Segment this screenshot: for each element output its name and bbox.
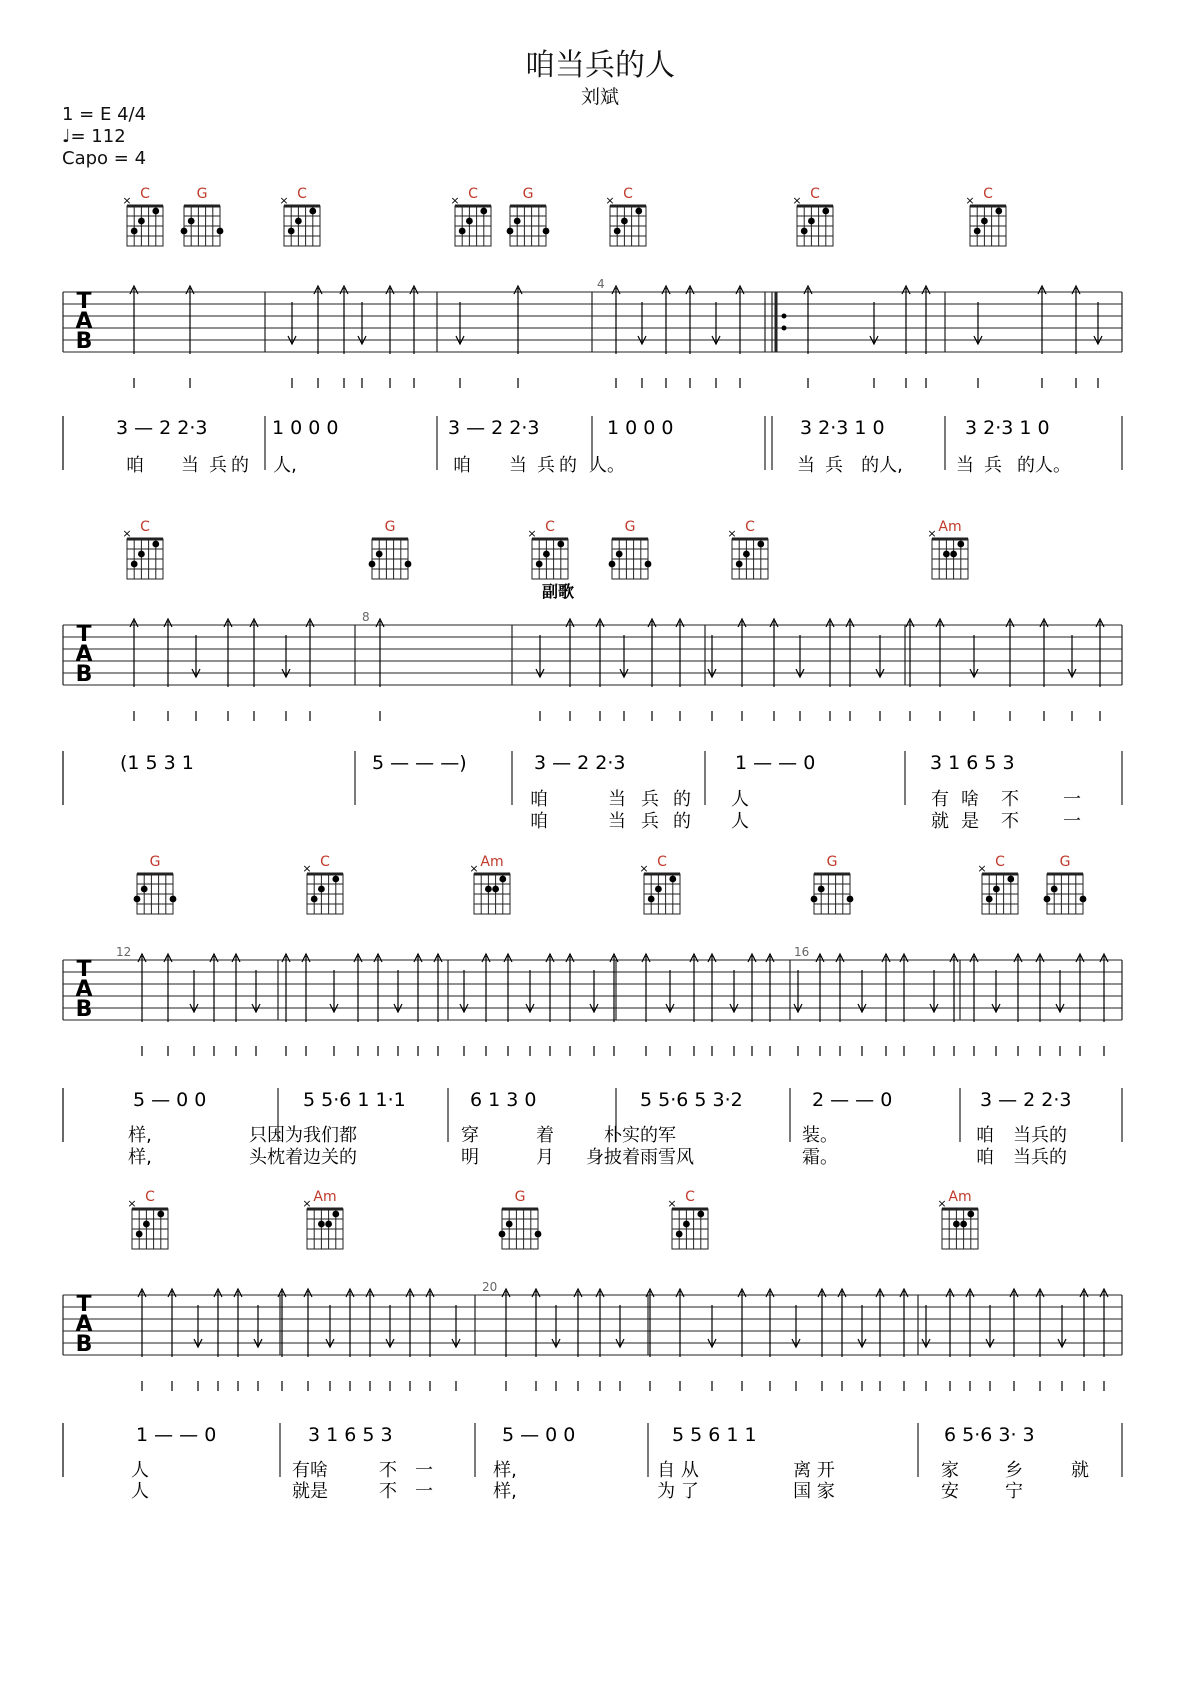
lyric-verse-2: 不	[1001, 811, 1019, 832]
finger-dot	[609, 561, 616, 568]
chord-diagram-G	[1044, 854, 1087, 914]
chord-name: G	[826, 854, 838, 870]
lyric-verse-2: 当兵的	[1013, 1147, 1067, 1168]
muted-string-mark: ×	[450, 194, 460, 207]
finger-dot	[697, 1211, 704, 1218]
lyric-verse-2: 月	[536, 1147, 554, 1168]
chord-diagram-C	[977, 854, 1018, 914]
chord-diagram-C	[122, 519, 163, 579]
finger-dot	[536, 561, 543, 568]
chord-name: C	[140, 186, 150, 202]
tab-clef-letter: B	[75, 997, 93, 1022]
finger-dot	[736, 561, 743, 568]
finger-dot	[614, 228, 621, 235]
lyric-verse-1: 只因为我们都	[249, 1125, 357, 1146]
jianpu-measure: 5 5·6 5 3·2	[640, 1089, 743, 1111]
tab-clef-letter: B	[75, 662, 93, 687]
lyric-verse-2: 头枕着边关的	[249, 1147, 357, 1168]
lyric-verse-1: 家	[941, 1460, 959, 1481]
finger-dot	[499, 876, 506, 883]
finger-dot	[986, 896, 993, 903]
lyric-verse-1: 咱	[126, 455, 144, 476]
lyric-verse-2: 国 家	[793, 1481, 835, 1502]
tab-clef-letter: A	[75, 977, 93, 1002]
jianpu-measure: 5 5 6 1 1	[672, 1424, 757, 1446]
muted-string-mark: ×	[122, 527, 132, 540]
muted-string-mark: ×	[927, 527, 937, 540]
jianpu-measure: 3 2·3 1 0	[800, 417, 885, 439]
lyric-verse-1: 当	[956, 455, 974, 476]
chord-diagram-C	[965, 186, 1006, 246]
finger-dot	[480, 208, 487, 215]
lyric-verse-1: 兵	[209, 455, 227, 476]
finger-dot	[138, 551, 145, 558]
lyric-verse-1: 穿	[461, 1125, 479, 1146]
chord-diagram-C	[792, 186, 833, 246]
lyric-verse-2: 的	[673, 811, 691, 832]
finger-dot	[152, 208, 159, 215]
finger-dot	[953, 1221, 960, 1228]
lyric-verse-1: 一	[1063, 789, 1081, 810]
chord-diagram-G	[609, 519, 652, 579]
finger-dot	[801, 228, 808, 235]
section-label: 副歌	[541, 582, 575, 601]
finger-dot	[743, 551, 750, 558]
muted-string-mark: ×	[302, 862, 312, 875]
chord-name: Am	[948, 1189, 972, 1205]
finger-dot	[492, 886, 499, 893]
lyric-verse-2: 为 了	[657, 1481, 699, 1502]
chord-diagram-G	[181, 186, 224, 246]
jianpu-measure: 6 5·6 3· 3	[944, 1424, 1035, 1446]
tab-clef-letter: B	[75, 329, 93, 354]
chord-name: C	[983, 186, 993, 202]
chord-name: C	[995, 854, 1005, 870]
jianpu-measure: 3 2·3 1 0	[965, 417, 1050, 439]
lyric-verse-1: 就	[1071, 1460, 1089, 1481]
muted-string-mark: ×	[792, 194, 802, 207]
lyric-verse-1: 朴实的军	[604, 1125, 676, 1146]
tab-clef-letter: A	[75, 1312, 93, 1337]
lyric-verse-1: 兵	[984, 455, 1002, 476]
finger-dot	[332, 876, 339, 883]
lyric-verse-2: 人	[131, 1481, 149, 1502]
finger-dot	[369, 561, 376, 568]
finger-dot	[188, 218, 195, 225]
finger-dot	[635, 208, 642, 215]
tab-system-3	[63, 945, 1122, 1168]
jianpu-measure: 6 1 3 0	[470, 1089, 537, 1111]
finger-dot	[295, 218, 302, 225]
measure-number: 20	[482, 1280, 498, 1294]
tab-clef-letter: A	[75, 309, 93, 334]
finger-dot	[655, 886, 662, 893]
tab-system-4	[63, 1280, 1122, 1502]
muted-string-mark: ×	[527, 527, 537, 540]
measure-number: 12	[116, 945, 132, 959]
measure-number: 4	[597, 277, 605, 291]
jianpu-measure: (1 5 3 1	[120, 752, 194, 774]
jianpu-measure: 5 5·6 1 1·1	[303, 1089, 406, 1111]
lyric-verse-1: 的人,	[861, 455, 903, 476]
chord-name: C	[745, 519, 755, 535]
jianpu-measure: 3 1 6 5 3	[308, 1424, 393, 1446]
finger-dot	[376, 551, 383, 558]
lyric-verse-1: 着	[536, 1125, 554, 1146]
finger-dot	[514, 218, 521, 225]
measure-number: 16	[794, 945, 810, 959]
finger-dot	[535, 1231, 542, 1238]
muted-string-mark: ×	[469, 862, 479, 875]
chord-diagram-C	[127, 1189, 168, 1249]
finger-dot	[967, 1211, 974, 1218]
chord-name: C	[297, 186, 307, 202]
finger-dot	[676, 1231, 683, 1238]
chord-diagram-C	[302, 854, 343, 914]
lyric-verse-1: 样,	[128, 1125, 152, 1146]
finger-dot	[131, 228, 138, 235]
lyric-verse-1: 一	[415, 1460, 433, 1481]
lyric-verse-1: 不	[379, 1460, 397, 1481]
chord-name: C	[468, 186, 478, 202]
chord-diagram-G	[369, 519, 412, 579]
repeat-dot	[782, 326, 787, 331]
tempo-marking: ♩= 112	[62, 126, 126, 147]
chord-diagram-C	[122, 186, 163, 246]
tab-clef-letter: T	[76, 289, 92, 314]
muted-string-mark: ×	[605, 194, 615, 207]
finger-dot	[134, 896, 141, 903]
lyric-verse-1: 装。	[802, 1125, 838, 1146]
lyric-verse-2: 就	[931, 811, 949, 832]
chord-diagram-Am	[469, 854, 510, 914]
muted-string-mark: ×	[279, 194, 289, 207]
lyric-verse-1: 人	[731, 789, 749, 810]
finger-dot	[506, 1221, 513, 1228]
finger-dot	[960, 1221, 967, 1228]
chord-name: Am	[313, 1189, 337, 1205]
chord-diagram-C	[279, 186, 320, 246]
lyric-verse-1: 啥	[961, 789, 979, 810]
finger-dot	[131, 561, 138, 568]
measure-number: 8	[362, 610, 370, 624]
chord-diagram-C	[667, 1189, 708, 1249]
finger-dot	[621, 218, 628, 225]
lyric-verse-1: 的	[231, 455, 249, 476]
finger-dot	[309, 208, 316, 215]
chord-diagram-G	[134, 854, 177, 914]
muted-string-mark: ×	[965, 194, 975, 207]
chord-name: C	[685, 1189, 695, 1205]
lyric-verse-1: 样,	[493, 1460, 517, 1481]
chord-name: C	[545, 519, 555, 535]
lyric-verse-1: 的	[673, 789, 691, 810]
muted-string-mark: ×	[302, 1197, 312, 1210]
finger-dot	[507, 228, 514, 235]
finger-dot	[466, 218, 473, 225]
lyric-verse-1: 咱	[976, 1125, 994, 1146]
lyric-verse-2: 身披着雨雪风	[586, 1147, 694, 1168]
chord-name: G	[149, 854, 161, 870]
chord-name: Am	[938, 519, 962, 535]
finger-dot	[950, 551, 957, 558]
chord-diagram-G	[507, 186, 550, 246]
chord-name: C	[810, 186, 820, 202]
chord-name: Am	[480, 854, 504, 870]
lyric-verse-1: 当	[181, 455, 199, 476]
key-time-signature: 1 = E 4/4	[62, 104, 147, 125]
lyric-verse-1: 有啥	[292, 1460, 328, 1481]
finger-dot	[325, 1221, 332, 1228]
lyric-verse-2: 明	[461, 1147, 479, 1168]
finger-dot	[1080, 896, 1087, 903]
finger-dot	[1007, 876, 1014, 883]
chord-diagram-Am	[927, 519, 968, 579]
finger-dot	[1051, 886, 1058, 893]
lyric-verse-2: 一	[415, 1481, 433, 1502]
lyric-verse-1: 当	[797, 455, 815, 476]
finger-dot	[143, 1221, 150, 1228]
jianpu-measure: 3 — 2 2·3	[116, 417, 208, 439]
finger-dot	[141, 886, 148, 893]
finger-dot	[332, 1211, 339, 1218]
finger-dot	[847, 896, 854, 903]
tab-clef-letter: T	[76, 1292, 92, 1317]
jianpu-measure: 3 — 2 2·3	[980, 1089, 1072, 1111]
chord-name: G	[196, 186, 208, 202]
finger-dot	[543, 228, 550, 235]
chord-name: C	[140, 519, 150, 535]
lyric-verse-1: 的人。	[1017, 455, 1071, 476]
finger-dot	[818, 886, 825, 893]
jianpu-measure: 1 — — 0	[735, 752, 816, 774]
finger-dot	[669, 876, 676, 883]
lyric-verse-1: 咱	[453, 455, 471, 476]
lyric-verse-2: 当	[608, 811, 626, 832]
chord-name: G	[514, 1189, 526, 1205]
tab-system-2	[63, 582, 1122, 832]
chord-name: G	[1059, 854, 1071, 870]
finger-dot	[138, 218, 145, 225]
finger-dot	[543, 551, 550, 558]
finger-dot	[1044, 896, 1051, 903]
chord-diagram-Am	[937, 1189, 978, 1249]
finger-dot	[645, 561, 652, 568]
lyric-verse-2: 样,	[493, 1481, 517, 1502]
chord-name: C	[320, 854, 330, 870]
finger-dot	[648, 896, 655, 903]
finger-dot	[957, 541, 964, 548]
jianpu-measure: 5 — 0 0	[133, 1089, 207, 1111]
muted-string-mark: ×	[727, 527, 737, 540]
lyric-verse-2: 是	[961, 811, 979, 832]
lyric-verse-2: 不	[379, 1481, 397, 1502]
lyric-verse-1: 当兵的	[1013, 1125, 1067, 1146]
lyric-verse-2: 咱	[976, 1147, 994, 1168]
muted-string-mark: ×	[639, 862, 649, 875]
chord-name: C	[657, 854, 667, 870]
lyric-verse-1: 兵	[537, 455, 555, 476]
finger-dot	[157, 1211, 164, 1218]
repeat-dot	[782, 314, 787, 319]
lyric-verse-2: 就是	[292, 1481, 328, 1502]
finger-dot	[943, 551, 950, 558]
chord-diagram-C	[450, 186, 491, 246]
muted-string-mark: ×	[127, 1197, 137, 1210]
finger-dot	[136, 1231, 143, 1238]
finger-dot	[616, 551, 623, 558]
lyric-verse-2: 咱	[530, 811, 548, 832]
lyric-verse-1: 人	[131, 1460, 149, 1481]
jianpu-measure: 3 1 6 5 3	[930, 752, 1015, 774]
finger-dot	[808, 218, 815, 225]
chord-name: G	[384, 519, 396, 535]
lyric-verse-1: 离 开	[793, 1460, 835, 1481]
tab-clef-letter: A	[75, 642, 93, 667]
finger-dot	[981, 218, 988, 225]
muted-string-mark: ×	[667, 1197, 677, 1210]
finger-dot	[811, 896, 818, 903]
lyric-verse-1: 不	[1001, 789, 1019, 810]
chord-diagram-G	[499, 1189, 542, 1249]
chord-diagram-C	[727, 519, 768, 579]
finger-dot	[459, 228, 466, 235]
lyric-verse-1: 的	[559, 455, 577, 476]
tab-clef-letter: T	[76, 622, 92, 647]
song-composer: 刘斌	[580, 86, 619, 108]
finger-dot	[974, 228, 981, 235]
lyric-verse-1: 自 从	[657, 1460, 699, 1481]
lyric-verse-2: 安	[941, 1481, 959, 1502]
lyric-verse-1: 兵	[825, 455, 843, 476]
jianpu-measure: 5 — 0 0	[502, 1424, 576, 1446]
lyric-verse-1: 乡	[1005, 1460, 1023, 1481]
muted-string-mark: ×	[122, 194, 132, 207]
finger-dot	[822, 208, 829, 215]
finger-dot	[499, 1231, 506, 1238]
chord-diagram-Am	[302, 1189, 343, 1249]
lyric-verse-2: 一	[1063, 811, 1081, 832]
finger-dot	[311, 896, 318, 903]
tab-system-1	[63, 277, 1122, 476]
chord-diagram-C	[605, 186, 646, 246]
muted-string-mark: ×	[977, 862, 987, 875]
finger-dot	[757, 541, 764, 548]
chord-name: G	[522, 186, 534, 202]
lyric-verse-2: 兵	[641, 811, 659, 832]
chord-name: C	[623, 186, 633, 202]
finger-dot	[217, 228, 224, 235]
chord-diagram-C	[639, 854, 680, 914]
lyric-verse-2: 样,	[128, 1147, 152, 1168]
lyric-verse-2: 宁	[1005, 1481, 1023, 1502]
jianpu-measure: 5 — — —)	[372, 752, 467, 774]
finger-dot	[152, 541, 159, 548]
chord-name: C	[145, 1189, 155, 1205]
finger-dot	[485, 886, 492, 893]
muted-string-mark: ×	[937, 1197, 947, 1210]
lyric-verse-1: 兵	[641, 789, 659, 810]
lyric-verse-2: 人	[731, 811, 749, 832]
chord-diagram-G	[811, 854, 854, 914]
finger-dot	[318, 1221, 325, 1228]
finger-dot	[683, 1221, 690, 1228]
lyric-verse-1: 当	[608, 789, 626, 810]
jianpu-measure: 1 0 0 0	[607, 417, 674, 439]
capo-marking: Capo = 4	[62, 148, 147, 169]
finger-dot	[288, 228, 295, 235]
finger-dot	[557, 541, 564, 548]
finger-dot	[181, 228, 188, 235]
chord-diagram-C	[527, 519, 568, 579]
jianpu-measure: 3 — 2 2·3	[534, 752, 626, 774]
lyric-verse-1: 人。	[589, 455, 625, 476]
finger-dot	[993, 886, 1000, 893]
lyric-verse-1: 有	[931, 789, 949, 810]
finger-dot	[170, 896, 177, 903]
lyric-verse-2: 霜。	[802, 1147, 838, 1168]
finger-dot	[995, 208, 1002, 215]
lyric-verse-1: 当	[509, 455, 527, 476]
jianpu-measure: 3 — 2 2·3	[448, 417, 540, 439]
finger-dot	[405, 561, 412, 568]
jianpu-measure: 1 — — 0	[136, 1424, 217, 1446]
tab-clef-letter: T	[76, 957, 92, 982]
song-title: 咱当兵的人	[525, 48, 675, 83]
jianpu-measure: 1 0 0 0	[272, 417, 339, 439]
lyric-verse-1: 咱	[530, 789, 548, 810]
finger-dot	[318, 886, 325, 893]
lyric-verse-1: 人,	[273, 455, 297, 476]
jianpu-measure: 2 — — 0	[812, 1089, 893, 1111]
chord-name: G	[624, 519, 636, 535]
tab-clef-letter: B	[75, 1332, 93, 1357]
